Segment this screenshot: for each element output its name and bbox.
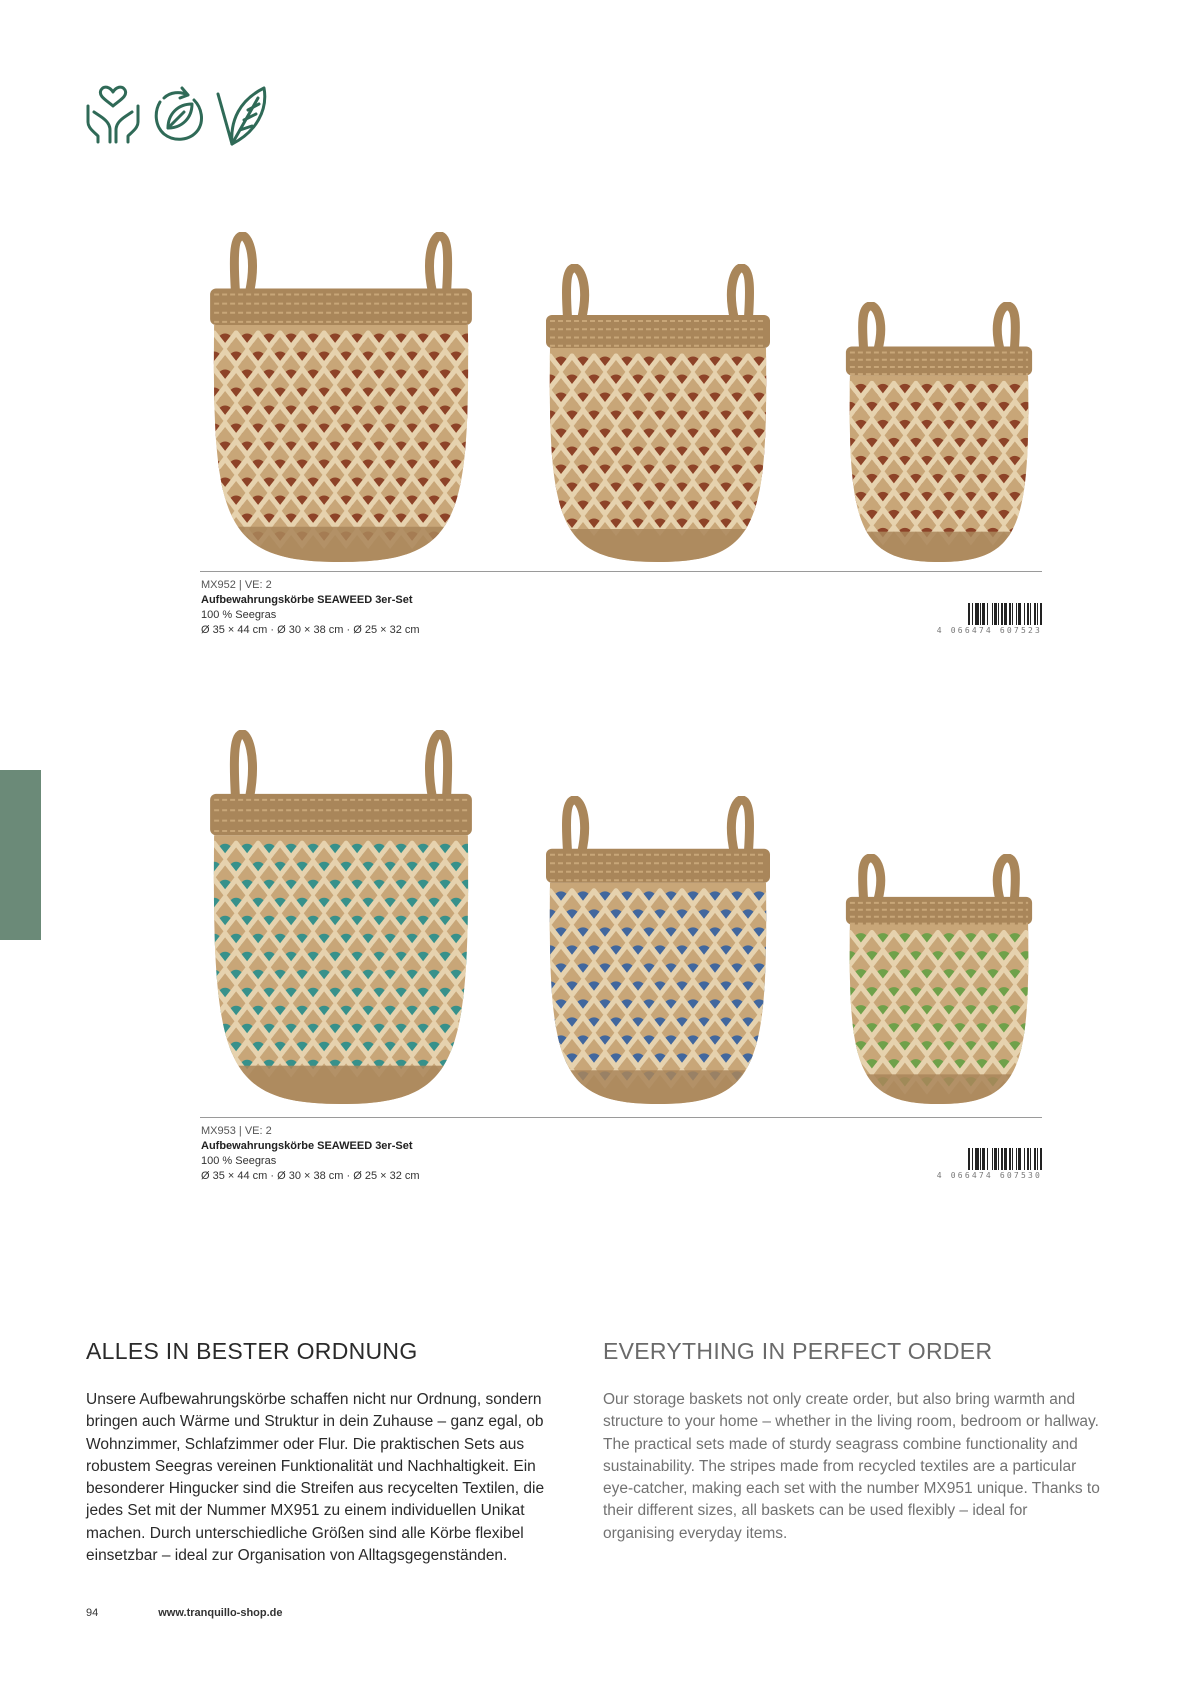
product-sizes: Ø 35 × 44 cm · Ø 30 × 38 cm · Ø 25 × 32 cm bbox=[201, 1170, 420, 1182]
page-number: 94 bbox=[86, 1607, 99, 1619]
barcode-bars bbox=[922, 603, 1042, 625]
barcode-bars bbox=[922, 1148, 1042, 1170]
product-code: MX953 | VE: 2 bbox=[201, 1125, 272, 1137]
heading-de: ALLES IN BESTER ORDNUNG bbox=[86, 1338, 418, 1364]
website-link[interactable]: www.tranquillo-shop.de bbox=[158, 1607, 283, 1619]
leaf-icon bbox=[214, 84, 270, 150]
product-name: Aufbewahrungskörbe SEAWEED 3er-Set bbox=[201, 594, 413, 606]
product-info-mx953 bbox=[201, 1124, 420, 1184]
basket-large bbox=[200, 730, 482, 1106]
body-text-en: Our storage baskets not only create order, but also bring warmth and structure to your home – whether in the living room, bedroom or hallway. The practical sets made of sturdy seagrass combine functionality and sustainability. The stripes made from recycled textiles are a particular eye-catcher, making each set with the number MX951 unique. Thanks to their different sizes, all baskets can be used flexibly – ideal for organising everyday items. bbox=[603, 1391, 1100, 1542]
basket-small bbox=[840, 854, 1038, 1106]
product-divider bbox=[200, 571, 1042, 572]
basket-small bbox=[840, 302, 1038, 564]
barcode bbox=[922, 603, 1042, 635]
body-text-de: Unsere Aufbewahrungskörbe schaffen nicht nur Ordnung, sondern bringen auch Wärme und Struktur in dein Zuhause – ganz egal, ob Wohnzimmer, Schlafzimmer oder Flur. Die praktischen Sets aus robustem Seegras vereinen Funktionalität und Nachhaltigkeit. Ein besonderer Hingucker sind die Streifen aus recycelten Textilen, die jedes Set mit der Nummer MX951 zu einem individuellen Unikat machen. Durch unterschiedliche Größen sind alle Körbe flexibel einsetzbar – ideal zur Organisation von Alltagsgegenständen. bbox=[86, 1391, 545, 1565]
product-code: MX952 | VE: 2 bbox=[201, 579, 272, 591]
product-sizes: Ø 35 × 44 cm · Ø 30 × 38 cm · Ø 25 × 32 cm bbox=[201, 624, 420, 636]
barcode-number: 4 066474 607523 bbox=[936, 626, 1042, 635]
barcode-number: 4 066474 607530 bbox=[936, 1171, 1042, 1180]
basket-medium bbox=[538, 264, 778, 564]
product-info-mx952 bbox=[201, 578, 420, 638]
side-tab bbox=[0, 770, 41, 940]
product-image-mx953 bbox=[200, 730, 1050, 1106]
footer bbox=[86, 1607, 283, 1619]
heading-en: EVERYTHING IN PERFECT ORDER bbox=[603, 1338, 993, 1364]
basket-large bbox=[200, 232, 482, 564]
basket-medium bbox=[538, 796, 778, 1106]
product-material: 100 % Seegras bbox=[201, 609, 277, 621]
hands-heart-icon bbox=[84, 84, 142, 144]
product-name: Aufbewahrungskörbe SEAWEED 3er-Set bbox=[201, 1140, 413, 1152]
product-image-mx952 bbox=[200, 232, 1050, 564]
barcode bbox=[922, 1148, 1042, 1180]
eco-icons bbox=[84, 84, 270, 148]
product-divider bbox=[200, 1117, 1042, 1118]
recycle-leaf-icon bbox=[150, 84, 206, 144]
product-material: 100 % Seegras bbox=[201, 1155, 277, 1167]
